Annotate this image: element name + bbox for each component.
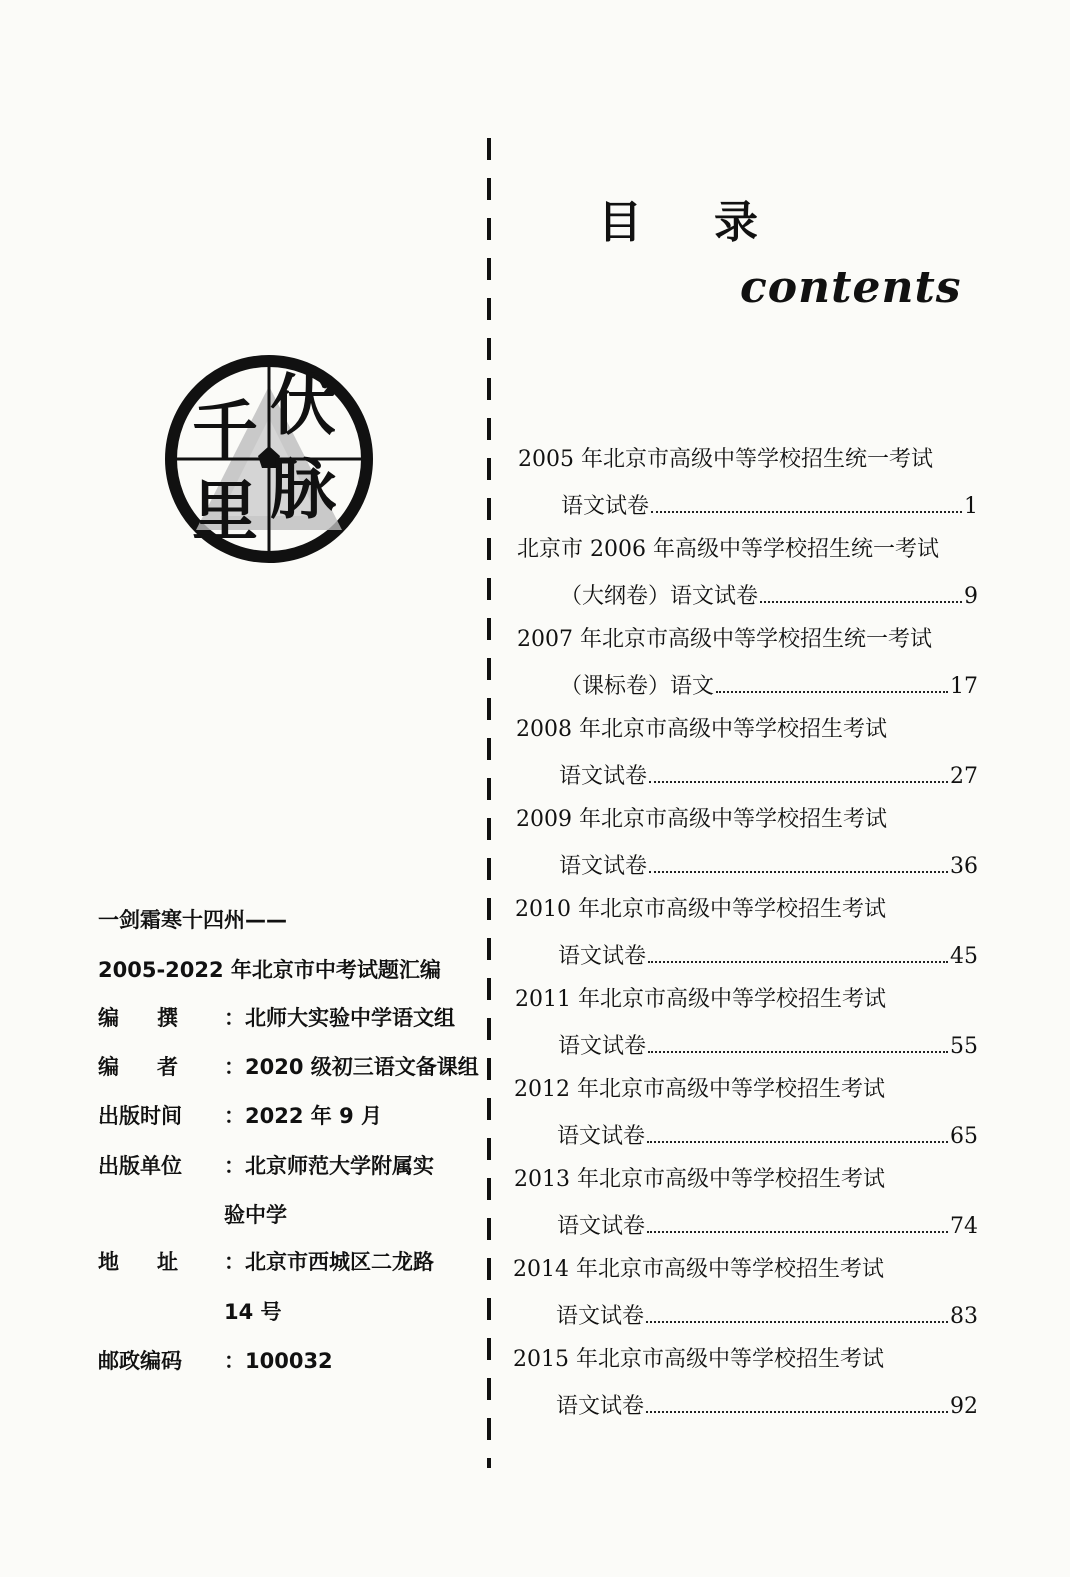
seal-char-li: 里 [192,472,258,550]
toc-subtitle: contents [740,262,962,313]
toc-entry-page: 92 [950,1394,978,1419]
toc-entry-subtitle: 语文试卷 [559,764,648,789]
toc-entry-title[interactable]: 2015 年北京市高级中等学校招生考试 [513,1347,884,1372]
toc-entry-title[interactable]: 2009 年北京市高级中等学校招生考试 [516,807,887,832]
toc-entry-line[interactable] [557,1121,978,1149]
toc-entry-title[interactable]: 2005 年北京市高级中等学校招生统一考试 [518,447,933,472]
info-row-publisher-cont: 验中学 [224,1203,287,1227]
toc-entry-line[interactable] [559,761,978,789]
toc-entry-page: 1 [964,494,978,519]
info-label: 出版时间 [98,1104,182,1128]
toc-entry-title[interactable]: 2012 年北京市高级中等学校招生考试 [514,1077,885,1102]
toc-entry-subtitle: 语文试卷 [558,1034,647,1059]
seal-char-fu: 伏 [270,366,336,444]
dashed-divider [487,138,491,1468]
toc-entry-title[interactable]: 2014 年北京市高级中等学校招生考试 [513,1257,884,1282]
toc-entry-subtitle: 语文试卷 [556,1304,645,1329]
toc-entry-title[interactable]: 2010 年北京市高级中等学校招生考试 [515,897,886,922]
toc-entry-title[interactable]: 2007 年北京市高级中等学校招生统一考试 [517,627,932,652]
info-value: ：北京师范大学附属实 [224,1154,434,1178]
seal-char-mai: 脉 [270,450,336,528]
toc-entry-line[interactable] [557,1211,978,1239]
toc-entry-line[interactable] [558,941,978,969]
leader-dots [649,761,948,783]
toc-entry-line[interactable] [560,581,978,609]
toc-entry-page: 83 [950,1304,978,1329]
toc-entry-title[interactable]: 2008 年北京市高级中等学校招生考试 [516,717,887,742]
toc-entry-page: 74 [950,1214,978,1239]
info-value: ：2020 级初三语文备课组 [224,1055,479,1079]
leader-dots [651,491,962,513]
toc-entry-line[interactable] [561,491,978,519]
info-value: ：北师大实验中学语文组 [224,1006,455,1030]
toc-entry-page: 27 [950,764,978,789]
toc-entry-page: 45 [950,944,978,969]
leader-dots [647,1211,948,1233]
info-label: 编者 [98,1055,216,1079]
book-title-line: 2005-2022 年北京市中考试题汇编 [98,958,441,982]
leader-dots [646,1301,948,1323]
info-value: ：100032 [224,1349,333,1373]
seal-char-qian: 千 [192,392,258,470]
toc-entry-line[interactable] [558,1031,978,1059]
info-label: 出版单位 [98,1154,182,1178]
leader-dots [648,1031,948,1053]
toc-entry-title[interactable]: 2013 年北京市高级中等学校招生考试 [514,1167,885,1192]
toc-entry-page: 9 [964,584,978,609]
leader-dots [716,671,948,693]
info-label: 编撰 [98,1006,216,1030]
toc-entry-subtitle: 语文试卷 [557,1124,646,1149]
toc-entry-subtitle: （大纲卷）语文试卷 [560,584,759,609]
toc-entry-page: 17 [950,674,978,699]
toc-entry-page: 65 [950,1124,978,1149]
info-label: 邮政编码 [98,1349,182,1373]
toc-entry-subtitle: 语文试卷 [558,944,647,969]
book-series-line: 一剑霜寒十四州—— [98,908,287,932]
leader-dots [649,851,948,873]
toc-entry-line[interactable] [556,1301,978,1329]
toc-entry-subtitle: 语文试卷 [559,854,648,879]
toc-entry-subtitle: 语文试卷 [557,1214,646,1239]
toc-entry-page: 36 [950,854,978,879]
toc-entry-subtitle: （课标卷）语文 [560,674,715,699]
info-row-address-cont: 14 号 [224,1300,282,1324]
toc-title: 目录 [598,197,830,248]
toc-entry-line[interactable] [560,671,978,699]
leader-dots [646,1391,948,1413]
info-value: ：2022 年 9 月 [224,1104,382,1128]
leader-dots [760,581,962,603]
toc-entry-line[interactable] [559,851,978,879]
info-label: 地址 [98,1250,216,1274]
toc-entry-title[interactable]: 2011 年北京市高级中等学校招生考试 [515,987,886,1012]
toc-entry-subtitle: 语文试卷 [561,494,650,519]
leader-dots [648,941,948,963]
leader-dots [647,1121,948,1143]
toc-entry-title[interactable]: 北京市 2006 年高级中等学校招生统一考试 [517,537,939,562]
info-value: ：北京市西城区二龙路 [224,1250,434,1274]
seal-logo [158,348,380,570]
toc-entry-subtitle: 语文试卷 [556,1394,645,1419]
toc-entry-line[interactable] [556,1391,978,1419]
toc-entry-page: 55 [950,1034,978,1059]
